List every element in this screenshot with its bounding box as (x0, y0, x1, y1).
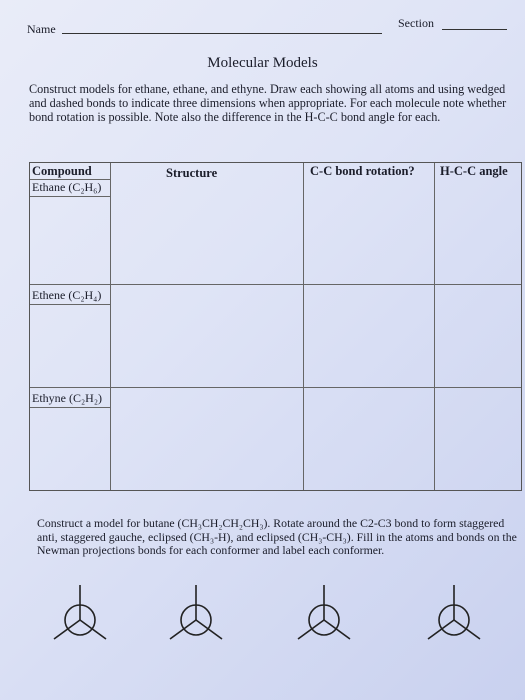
table-col-divider (110, 163, 111, 490)
compound-name: Ethane (32, 180, 66, 194)
section-label: Section (398, 16, 434, 30)
header-compound: Compound (32, 164, 92, 178)
intro-paragraph: Construct models for ethane, ethane, and ethyne. Draw each showing all atoms and using wedged and dashed bonds to indicate three dimensions when appropriate. For each molecule note whether bond rotation is possible. Note also the difference in the H-C-C bond angle for each. (29, 82, 507, 125)
newman-projection-2[interactable] (166, 583, 226, 653)
butane-instructions: Construct a model for butane (CH₃CH₂CH₂CH₃). Rotate around the C2-C3 bond to form staggered anti, staggered gauche, eclipsed (CH₃-H), and eclipsed (CH₃-CH₃). Fill in the atoms and bonds on the Newman projections bonds for each conformer and label each conformer. (37, 516, 517, 557)
page-title: Molecular Models (207, 55, 318, 71)
name-label: Name (27, 22, 56, 36)
compound-formula: (C₂H₄) (68, 288, 102, 302)
row-label-ethene (32, 288, 101, 303)
header-angle: H-C-C angle (440, 164, 508, 178)
row-label-ethane (32, 180, 101, 195)
newman-projection-1[interactable] (50, 583, 110, 653)
table-col-divider (434, 163, 435, 490)
label-box-divider (30, 407, 110, 408)
models-table (29, 162, 522, 491)
compound-formula: (C₂H₆) (68, 180, 102, 194)
newman-projection-3[interactable] (294, 583, 354, 653)
header-rotation: C-C bond rotation? (310, 164, 415, 178)
newman-projection-4[interactable] (424, 583, 484, 653)
section-blank-line[interactable] (442, 29, 507, 30)
table-row-divider (30, 387, 521, 388)
label-box-divider (30, 196, 110, 197)
compound-name: Ethene (32, 288, 66, 302)
table-row-divider (30, 284, 521, 285)
name-blank-line[interactable] (62, 33, 382, 34)
table-col-divider (303, 163, 304, 490)
compound-formula: (C₂H₂) (69, 391, 103, 405)
row-label-ethyne (32, 391, 102, 406)
label-box-divider (30, 304, 110, 305)
compound-name: Ethyne (32, 391, 66, 405)
header-structure: Structure (166, 166, 218, 180)
